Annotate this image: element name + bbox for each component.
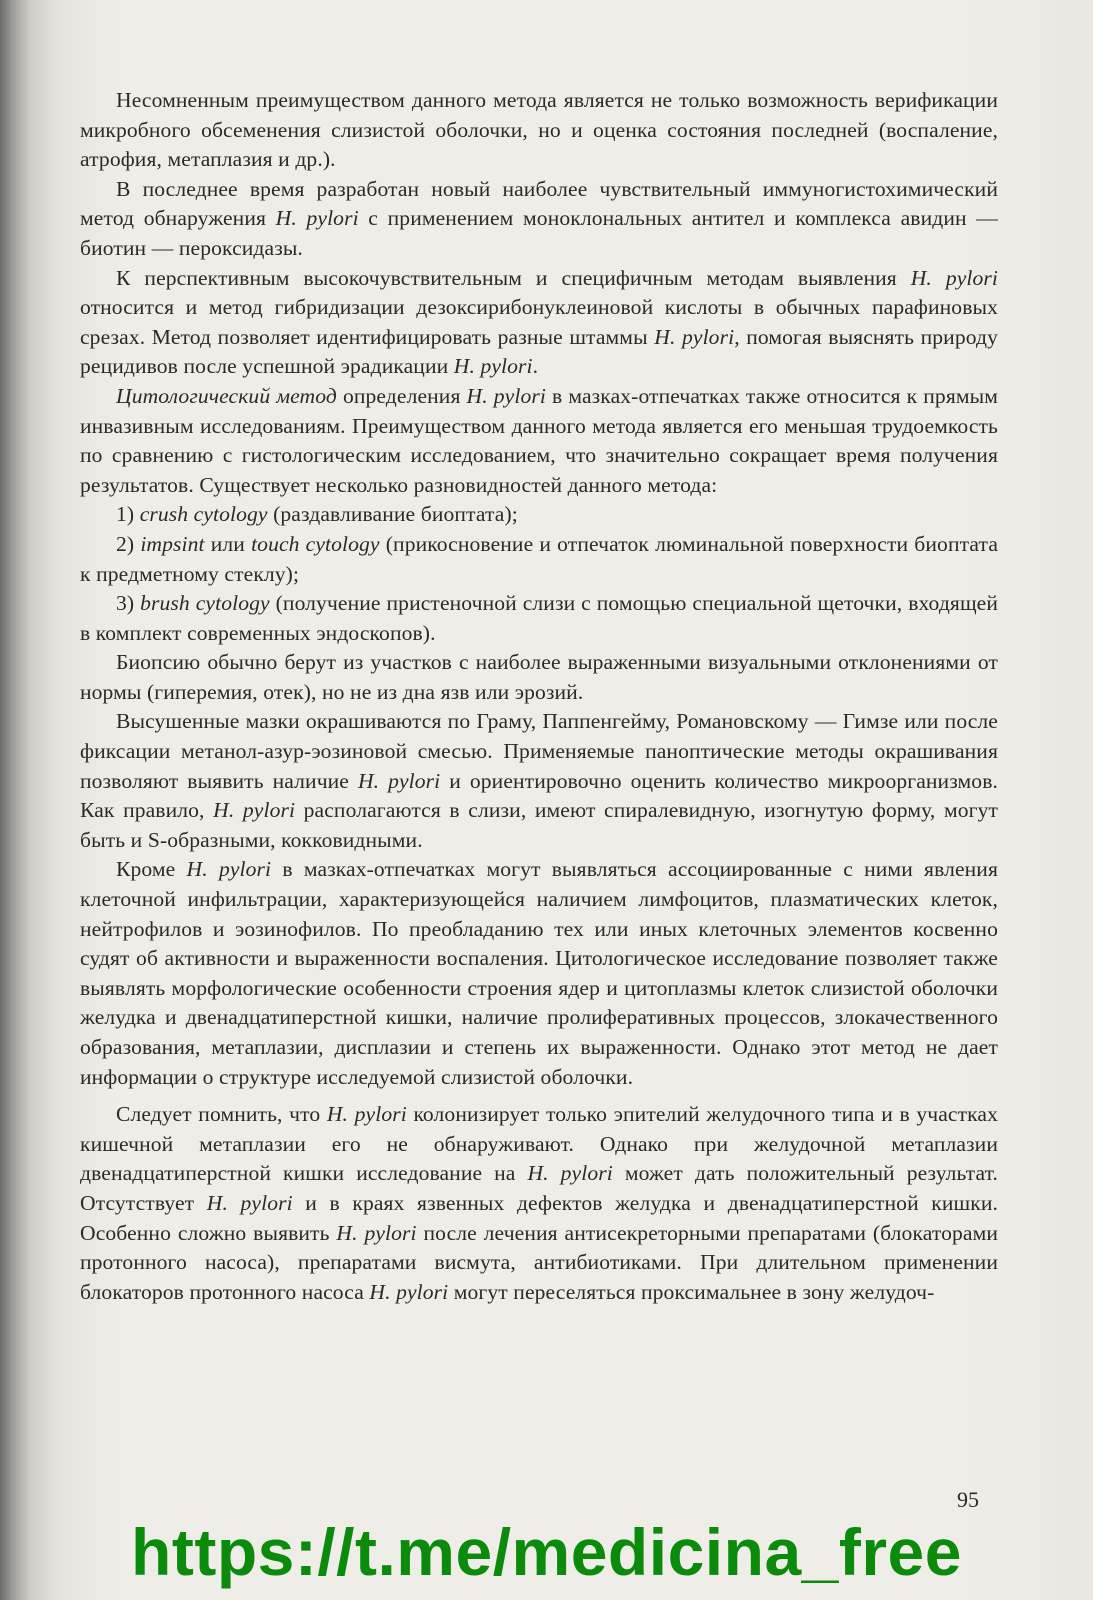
- text-run: и в краях язвенных дефектов желудка и двенадцатиперстной кишки. Особенно сложно выявить: [80, 1190, 999, 1245]
- paragraph: [80, 1100, 998, 1307]
- paragraph: [80, 382, 998, 500]
- italic-term: H. pylori: [466, 383, 546, 408]
- italic-term: H. pylori: [527, 1161, 613, 1186]
- body-text: [80, 86, 998, 1307]
- paragraph: [80, 264, 998, 382]
- italic-term: brush cytology: [140, 591, 270, 616]
- text-run: Высушенные мазки окрашиваются по Граму, Паппенгейму, Романовскому — Гимзе или после фиксации метанол-азур-эозиновой смесью. Применяемые паноптические методы окрашивания позволяют выявить наличие: [80, 709, 998, 793]
- list-item: [80, 500, 998, 530]
- text-run: с применением моноклональных антител и комплекса авидин — биотин — пероксидазы.: [80, 206, 998, 260]
- italic-term: touch cytology: [251, 531, 380, 556]
- italic-term: impsint: [140, 531, 205, 556]
- text-run: колонизирует только эпителий желудочного типа и в участках кишечной метаплазии его не обнаруживают. Однако при желудочной метаплазии двенадцатиперстной кишки исследование на: [80, 1102, 998, 1186]
- paragraph: [80, 86, 998, 175]
- text-run: 3): [116, 591, 141, 616]
- italic-term: Цитологический метод: [116, 383, 337, 408]
- text-run: 2): [116, 531, 141, 556]
- text-run: Биопсию обычно берут из участков с наиболее выраженными визуальными отклонениями от нормы (гиперемия, отек), но не из дна язв или эрозий.: [80, 650, 998, 704]
- text-run: и ориентировочно оценить количество микроорганизмов. Как правило,: [80, 768, 998, 823]
- text-run: В последнее время разработан новый наиболее чувствительный иммуногистохимический метод обнаружения: [80, 176, 998, 231]
- italic-term: H. pylori: [326, 1102, 407, 1127]
- text-run: или: [204, 531, 252, 556]
- text-run: Несомненным преимуществом данного метода является не только возможность верификации микробного обсеменения слизистой оболочки, но и оценка состояния последней (воспаление, атрофия, метаплазия и др.).: [80, 88, 998, 172]
- text-run: определения: [336, 383, 467, 408]
- italic-term: crush cytology: [139, 502, 268, 527]
- paragraph: [80, 707, 998, 855]
- italic-term: H. pylori: [453, 354, 533, 379]
- paragraph: [80, 175, 998, 264]
- list-item: [80, 589, 998, 648]
- page-number: 95: [957, 1487, 979, 1512]
- text-run: после лечения антисекреторными препаратами (блокаторами протонного насоса), препаратами висмута, антибиотиками. При длительном применении блокаторов протонного насоса: [80, 1220, 998, 1304]
- paragraph: [80, 855, 998, 1092]
- text-run: , помогая выяснять природу рецидивов после успешной эрадикации: [80, 324, 998, 379]
- text-run: (получение пристеночной слизи с помощью специальной щеточки, входящей в комплект современных эндоскопов).: [80, 591, 999, 645]
- text-run: в мазках-отпечатках также относится к прямым инвазивным исследованиям. Преимуществом данного метода является его меньшая трудоемкость по сравнению с гистологическим исследованием, что значительно сокращает время получения результатов. Существует несколько разновидностей данного метода:: [80, 383, 998, 497]
- italic-term: H. pylori: [654, 324, 735, 349]
- text-run: могут переселяться проксимальнее в зону желудоч-: [448, 1279, 935, 1304]
- text-run: располагаются в слизи, имеют спиралевидную, изогнутую форму, могут быть и S-образными, кокковидными.: [80, 798, 999, 852]
- italic-term: H. pylori: [213, 798, 296, 823]
- text-run: относится и метод гибридизации дезоксирибонуклеиновой кислоты в обычных парафиновых срезах. Метод позволяет идентифицировать разные штаммы: [80, 295, 998, 349]
- italic-term: H. pylori: [275, 206, 359, 231]
- text-run: (прикосновение и отпечаток люминальной поверхности биоптата к предметному стеклу);: [80, 531, 999, 586]
- paragraph: [80, 648, 998, 707]
- italic-term: H. pylori: [336, 1220, 417, 1245]
- text-run: в мазках-отпечатках могут выявляться ассоциированные с ними явления клеточной инфильтрации, характеризующейся наличием лимфоцитов, плазматических клеток, нейтрофилов и эозинофилов. По преобладанию тех или иных клеточных элементов косвенно судят об активности и выраженности воспаления. Цитологическое исследование позволяет также выявлять морфологические особенности строения ядер и цитоплазмы клеток слизистой оболочки желудка и двенадцатиперстной кишки, наличие пролиферативных процессов, злокачественного образования, метаплазии, дисплазии и степень их выраженности. Однако этот метод не дает информации о структуре исследуемой слизистой оболочки.: [80, 857, 998, 1089]
- text-run: .: [532, 354, 539, 379]
- italic-term: H. pylori: [357, 768, 441, 793]
- italic-term: H. pylori: [369, 1279, 449, 1304]
- watermark-link[interactable]: https://t.me/medicina_free: [131, 1515, 962, 1589]
- italic-term: H. pylori: [186, 857, 272, 882]
- text-run: Следует помнить, что: [116, 1102, 327, 1127]
- text-run: 1): [116, 502, 140, 527]
- text-run: (раздавливание биоптата);: [267, 502, 518, 527]
- italic-term: H. pylori: [206, 1190, 293, 1215]
- italic-term: H. pylori: [910, 265, 998, 290]
- text-run: может дать положительный результат. Отсутствует: [80, 1161, 998, 1215]
- list-item: [80, 530, 998, 589]
- text-run: Кроме: [116, 857, 187, 882]
- text-run: К перспективным высокочувствительным и специфичным методам выявления: [116, 265, 911, 290]
